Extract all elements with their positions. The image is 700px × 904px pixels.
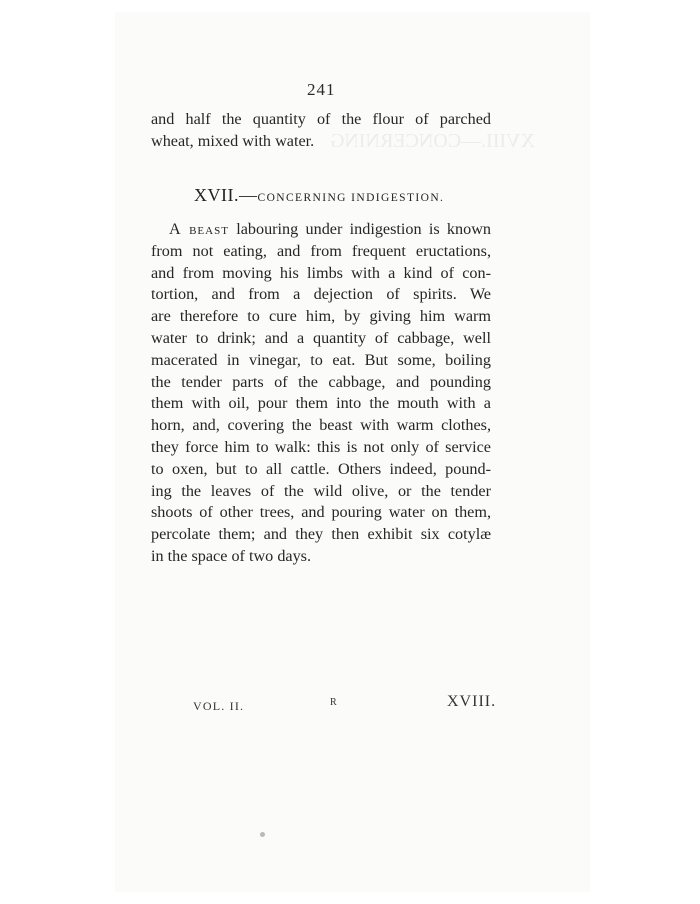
volume-label: VOL. II. <box>193 699 245 713</box>
section-number: XVII.— <box>194 185 258 205</box>
text-line: they force him to walk: this is not only of service <box>151 437 491 456</box>
text-line: tortion, and from a dejection of spirits. We <box>151 285 491 304</box>
catchword: XVIII. <box>447 693 497 710</box>
text-line: are therefore to cure him, by giving him warm <box>151 307 491 326</box>
text-line <box>151 219 491 241</box>
text-line: to oxen, but to all cattle. Others indeed, pound- <box>151 459 491 478</box>
first-words: A beast <box>169 220 229 238</box>
page-number: 241 <box>307 80 336 99</box>
text-line: wheat, mixed with water. <box>151 131 315 150</box>
first-line-rest: labouring under indigestion is known <box>228 220 492 238</box>
section-title: CONCERNING INDIGESTION. <box>257 192 445 204</box>
body-paragraph <box>151 219 491 568</box>
text-line: the tender parts of the cabbage, and pounding <box>151 372 491 391</box>
section-heading <box>194 185 444 206</box>
text-line: ing the leaves of the wild olive, or the tender <box>151 481 491 500</box>
show-through-marks: XVIII.—CONCERNING <box>330 130 535 152</box>
text-line: macerated in vinegar, to eat. But some, boiling <box>151 350 491 369</box>
text-line: horn, and, covering the beast with warm clothes, <box>151 416 491 435</box>
ink-speck <box>260 832 265 837</box>
continuation-paragraph <box>151 109 491 153</box>
text-line: percolate them; and they then exhibit six cotylæ <box>151 525 491 544</box>
text-line: them with oil, pour them into the mouth with a <box>151 394 491 413</box>
text-line: and half the quantity of the flour of parched <box>151 110 491 128</box>
text-line: shoots of other trees, and pouring water on them, <box>151 503 491 522</box>
text-line: from not eating, and from frequent eructations, <box>151 241 491 260</box>
text-line: in the space of two days. <box>151 546 312 565</box>
signature-mark: R <box>330 697 337 708</box>
text-line: and from moving his limbs with a kind of con- <box>151 263 491 282</box>
text-line: water to drink; and a quantity of cabbage, well <box>151 328 491 347</box>
